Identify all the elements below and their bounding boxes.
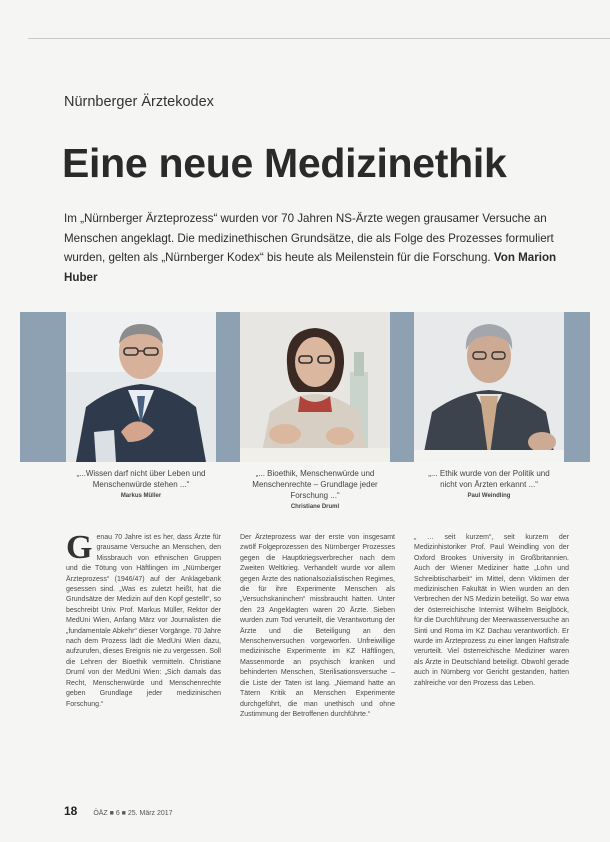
- caption-quote: „...Wissen darf nicht über Leben und Menschenwürde stehen ...“: [76, 469, 206, 489]
- portrait-image: [66, 312, 216, 462]
- caption-name: Paul Weindling: [467, 493, 511, 499]
- publication-info: ÖÄZ ■ 6 ■ 25. März 2017: [93, 810, 173, 817]
- article-column-3: [414, 533, 569, 689]
- dropcap: G: [66, 529, 93, 566]
- column-text: enau 70 Jahre ist es her, dass Ärzte für grausame Versuche an Menschen, den Missbrauch von ethnischen Gruppen und die Tötung von Häftlingen im „Nürnberger Ärzteprozess“ (1946/47) auf der Anklagebank gesessen sind. „Was es zuletzt heißt, hat die Grundsätze der Medizin auf den Kopf gestellt“, so beschreibt Univ. Prof. Markus Müller, Rektor der MedUni Wien, Anfang März vor Journalisten die „fundamentale Abkehr“ dieser Vorgänge. 70 Jahre nach dem Prozess lädt die MedUni Wien dazu, aufzurufen, dieses Ereignis nie zu vergessen. Soll die Lehren der Bioethik vermitteln. Christiane Druml von der MedUni Wien: „Sich damals das Recht, Menschenwürde und Menschenrechte geben Grundlage jeder medizinischen Forschung.“: [66, 534, 221, 708]
- caption-quote: „... Bioethik, Menschenwürde und Menschenrechte – Grundlage jeder Forschung ...“: [252, 469, 378, 500]
- portrait-image: [240, 312, 390, 462]
- kicker: Nürnberger Ärztekodex: [64, 94, 214, 110]
- column-text: „ … seit kurzem“, seit kurzem der Medizinhistoriker Prof. Paul Weindling von der Oxford Brookes University in Großbritannien. Auch der Wiener Mediziner hatte „Lohn und Schreibtischarbeit“ im Mittel, denn Viktimen der medizinischen Fakultät in Wien wurden an den Verbrechen der NS Medizin beteiligt. So war etwa der österreichische Internist Wilhelm Beiglböck, für die Durchführung der Meerwasserversuche an Sinti und Roma im KZ Dachau verantwortlich. Er wurde im Ärzteprozess zu einer langen Haftstrafe verurteilt. Viel österreichische Mediziner waren als Ärzte in Deutschland beteiligt. Obwohl gerade auch in Nürnberg vor Gericht gestanden, hatten zahlreiche vor den Prozess das Leben.: [414, 534, 569, 687]
- article-column-2: [240, 533, 395, 720]
- photo-paul-weindling: [414, 312, 564, 462]
- photo-markus-mueller: [66, 312, 216, 462]
- lead-paragraph: [64, 209, 564, 287]
- caption-3: [414, 462, 564, 514]
- page-footer: [64, 804, 173, 818]
- top-rule: [28, 38, 610, 39]
- headline: Eine neue Medizinethik: [62, 140, 507, 186]
- byline: Von Marion Huber: [64, 251, 557, 284]
- photo-row: [0, 312, 610, 512]
- article-column-1: [66, 529, 221, 710]
- caption-2: [240, 462, 390, 514]
- caption-1: [66, 462, 216, 514]
- photo-christiane-druml: [240, 312, 390, 462]
- caption-name: Christiane Druml: [290, 504, 340, 510]
- column-text: Der Ärzteprozess war der erste von insgesamt zwölf Folgeprozessen des Nürnberger Prozesses gegen die Hauptkriegsverbrecher nach dem Zweiten Weltkrieg. Verhandelt wurde vor allem gegen Ärzte des nationalsozialistischen Regimes, die für ihre Experimente Menschen als „Versuchskaninchen“ missbraucht hatten. Unter den 23 Angeklagten waren 20 Ärzte. Sieben wurden zum Tod verurteilt, die Verantwortung der Ärzte und die Beteiligung an den Menschenversuchen vorgeworfen. Unfreiwillige medizinische Experimente im KZ Häftlingen, Massenmorde an psychisch kranken und behinderten Menschen, Sterilisationsversuche – die Liste der Taten ist lang. „Niemand hatte an Tätern Kritik an Menschen Experimente durchgeführt, die man unethisch und ohne Zustimmung der Betroffenen durchführte.“: [240, 534, 395, 718]
- lead-text: Im „Nürnberger Ärzteprozess“ wurden vor 70 Jahren NS-Ärzte wegen grausamer Versuche an Menschen angeklagt. Die medizinethischen Grundsätze, die als Folge des Prozesses formuliert wurden, gelten als „Nürnberger Kodex“ bis heute als Meilenstein für die Forschung.: [64, 212, 554, 264]
- portrait-image: [414, 312, 564, 462]
- caption-name: Markus Müller: [120, 493, 162, 499]
- page-number: 18: [64, 804, 78, 818]
- caption-quote: „... Ethik wurde von der Politik und nicht von Ärzten erkannt ...“: [428, 469, 550, 489]
